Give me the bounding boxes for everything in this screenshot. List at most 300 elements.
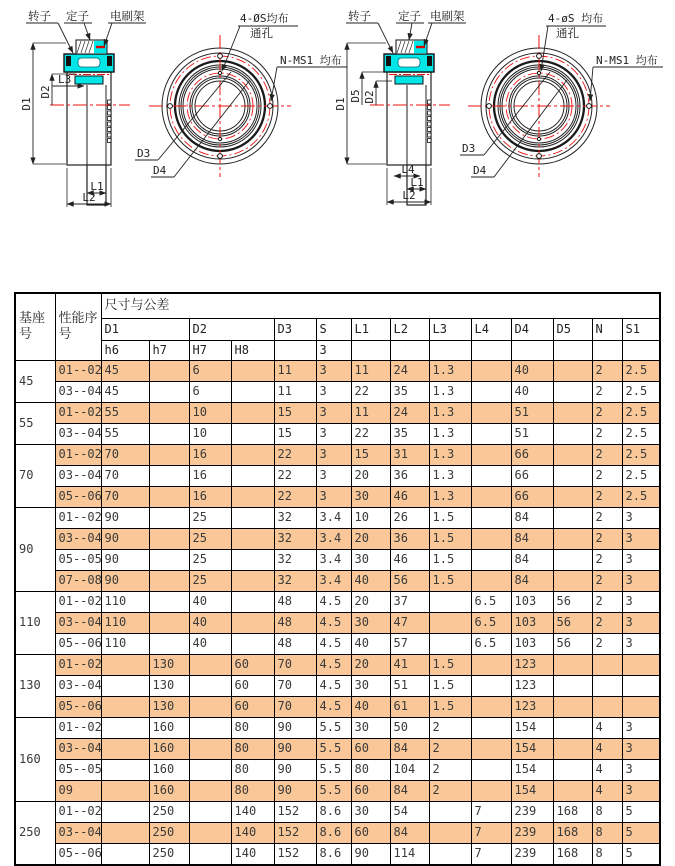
value-cell: 1.3: [429, 466, 471, 487]
dim-d5: D5: [349, 89, 362, 103]
table-row: [15, 487, 660, 508]
value-cell: 24: [390, 403, 429, 424]
value-cell: [189, 718, 231, 739]
value-cell: [231, 424, 274, 445]
dim-l1: L1: [90, 180, 104, 193]
value-cell: 3: [316, 466, 351, 487]
value-cell: 140: [231, 802, 274, 823]
value-cell: 11: [274, 382, 316, 403]
value-cell: 20: [351, 592, 390, 613]
value-cell: 3.4: [316, 571, 351, 592]
value-cell: 1.5: [429, 697, 471, 718]
value-cell: [553, 529, 592, 550]
value-cell: [622, 697, 660, 718]
value-cell: 168: [553, 823, 592, 844]
holes-label-line2: 通孔: [556, 26, 579, 40]
brush-holder-label: 电刷架: [110, 9, 145, 23]
table-body: [15, 361, 660, 866]
tol-s: 3: [316, 341, 351, 361]
serial-cell: 03--04: [55, 466, 101, 487]
value-cell: 32: [274, 529, 316, 550]
value-cell: 56: [553, 634, 592, 655]
d4-label: D4: [473, 164, 487, 177]
value-cell: 90: [101, 508, 149, 529]
value-cell: [471, 655, 511, 676]
serial-cell: 03--04: [55, 676, 101, 697]
dim-d1: D1: [20, 97, 33, 111]
value-cell: 46: [390, 550, 429, 571]
value-cell: [231, 634, 274, 655]
value-cell: 25: [189, 571, 231, 592]
value-cell: [101, 676, 149, 697]
value-cell: 32: [274, 550, 316, 571]
value-cell: [189, 844, 231, 866]
value-cell: [471, 403, 511, 424]
header-serial: 性能序号: [55, 293, 101, 361]
side-view-type2: [334, 9, 466, 205]
value-cell: 2: [592, 592, 622, 613]
value-cell: 15: [274, 403, 316, 424]
value-cell: [471, 781, 511, 802]
engineering-drawing: [0, 0, 675, 272]
serial-cell: 03--04: [55, 739, 101, 760]
value-cell: 84: [511, 529, 553, 550]
value-cell: [471, 550, 511, 571]
value-cell: [189, 802, 231, 823]
value-cell: [231, 466, 274, 487]
value-cell: 2: [429, 718, 471, 739]
serial-cell: 01--02: [55, 592, 101, 613]
value-cell: 103: [511, 613, 553, 634]
value-cell: 48: [274, 613, 316, 634]
value-cell: 40: [511, 361, 553, 382]
table-row: [15, 634, 660, 655]
value-cell: 22: [351, 382, 390, 403]
table-row: [15, 529, 660, 550]
value-cell: 22: [351, 424, 390, 445]
value-cell: [553, 571, 592, 592]
value-cell: [553, 718, 592, 739]
side-view-type1: [20, 9, 146, 207]
value-cell: 22: [274, 445, 316, 466]
value-cell: 3.4: [316, 508, 351, 529]
value-cell: [189, 676, 231, 697]
value-cell: 103: [511, 634, 553, 655]
value-cell: 4.5: [316, 613, 351, 634]
value-cell: [231, 508, 274, 529]
serial-cell: 03--04: [55, 823, 101, 844]
table-row: [15, 445, 660, 466]
value-cell: 2: [429, 760, 471, 781]
value-cell: [101, 781, 149, 802]
value-cell: 7: [471, 844, 511, 866]
value-cell: 61: [390, 697, 429, 718]
value-cell: [471, 382, 511, 403]
value-cell: 160: [149, 718, 189, 739]
holes-label-line2: 通孔: [250, 26, 273, 40]
value-cell: 2: [592, 424, 622, 445]
base-number-cell: 110: [15, 592, 55, 655]
value-cell: 56: [390, 571, 429, 592]
value-cell: 152: [274, 802, 316, 823]
value-cell: 40: [189, 592, 231, 613]
value-cell: 2: [592, 634, 622, 655]
table-row: [15, 655, 660, 676]
table-row: [15, 823, 660, 844]
value-cell: [553, 655, 592, 676]
serial-cell: 05--06: [55, 487, 101, 508]
value-cell: 1.3: [429, 424, 471, 445]
value-cell: 16: [189, 487, 231, 508]
holes-label-line1: 4-øS 均布: [548, 12, 604, 25]
value-cell: 8: [592, 802, 622, 823]
value-cell: [471, 445, 511, 466]
value-cell: 66: [511, 487, 553, 508]
value-cell: 40: [351, 697, 390, 718]
value-cell: 40: [511, 382, 553, 403]
serial-cell: 03--04: [55, 529, 101, 550]
value-cell: 41: [390, 655, 429, 676]
value-cell: [101, 655, 149, 676]
value-cell: [429, 802, 471, 823]
value-cell: [189, 760, 231, 781]
value-cell: 2: [592, 403, 622, 424]
value-cell: [149, 571, 189, 592]
value-cell: 3: [622, 613, 660, 634]
front-view-type1: [135, 11, 347, 177]
value-cell: 3: [622, 508, 660, 529]
value-cell: 84: [511, 550, 553, 571]
value-cell: 3: [622, 529, 660, 550]
value-cell: 250: [149, 823, 189, 844]
value-cell: [553, 550, 592, 571]
serial-cell: 03--04: [55, 382, 101, 403]
tol-blank: [471, 341, 511, 361]
value-cell: [553, 361, 592, 382]
table-row: [15, 739, 660, 760]
value-cell: 152: [274, 823, 316, 844]
value-cell: 16: [189, 466, 231, 487]
value-cell: 90: [351, 844, 390, 866]
value-cell: 80: [231, 760, 274, 781]
serial-cell: 05--06: [55, 634, 101, 655]
value-cell: 1.5: [429, 655, 471, 676]
value-cell: 36: [390, 466, 429, 487]
table-row: [15, 802, 660, 823]
value-cell: 25: [189, 529, 231, 550]
value-cell: 2: [592, 550, 622, 571]
header-l1: L1: [351, 319, 390, 341]
value-cell: 40: [189, 613, 231, 634]
value-cell: 154: [511, 760, 553, 781]
value-cell: 51: [511, 403, 553, 424]
value-cell: [471, 739, 511, 760]
header-n: N: [592, 319, 622, 341]
value-cell: 15: [274, 424, 316, 445]
value-cell: 80: [231, 718, 274, 739]
value-cell: [149, 466, 189, 487]
value-cell: 3: [622, 781, 660, 802]
value-cell: 50: [390, 718, 429, 739]
value-cell: 90: [101, 571, 149, 592]
dim-l1: L1: [410, 176, 424, 189]
value-cell: 7: [471, 823, 511, 844]
value-cell: 26: [390, 508, 429, 529]
header-s: S: [316, 319, 351, 341]
value-cell: 4: [592, 781, 622, 802]
value-cell: 5: [622, 844, 660, 866]
table-row: [15, 382, 660, 403]
serial-cell: 01--02: [55, 508, 101, 529]
value-cell: 2: [592, 382, 622, 403]
value-cell: 8.6: [316, 844, 351, 866]
value-cell: 55: [101, 403, 149, 424]
value-cell: 10: [189, 424, 231, 445]
table-row: [15, 781, 660, 802]
serial-cell: 01--02: [55, 361, 101, 382]
value-cell: 1.5: [429, 550, 471, 571]
value-cell: [189, 739, 231, 760]
stator-label: 定子: [398, 9, 421, 23]
value-cell: 160: [149, 760, 189, 781]
tol-blank: [553, 341, 592, 361]
tol-blank: [592, 341, 622, 361]
value-cell: 3: [316, 487, 351, 508]
value-cell: [471, 361, 511, 382]
serial-cell: 01--02: [55, 718, 101, 739]
value-cell: 140: [231, 823, 274, 844]
value-cell: [553, 424, 592, 445]
value-cell: [622, 676, 660, 697]
table-row: [15, 571, 660, 592]
value-cell: 130: [149, 697, 189, 718]
value-cell: 140: [231, 844, 274, 866]
value-cell: 4: [592, 718, 622, 739]
value-cell: 80: [351, 760, 390, 781]
value-cell: 45: [101, 361, 149, 382]
value-cell: 22: [274, 466, 316, 487]
tol-blank: [429, 341, 471, 361]
d3-label: D3: [137, 147, 151, 160]
value-cell: 1.3: [429, 445, 471, 466]
value-cell: [149, 529, 189, 550]
table-row: [15, 697, 660, 718]
value-cell: 2: [592, 613, 622, 634]
value-cell: 3: [622, 760, 660, 781]
base-number-cell: 45: [15, 361, 55, 403]
value-cell: 8.6: [316, 802, 351, 823]
value-cell: 11: [351, 361, 390, 382]
value-cell: [429, 613, 471, 634]
value-cell: 154: [511, 781, 553, 802]
value-cell: [149, 361, 189, 382]
value-cell: 2: [592, 445, 622, 466]
value-cell: 4.5: [316, 697, 351, 718]
value-cell: [553, 466, 592, 487]
value-cell: [471, 697, 511, 718]
value-cell: 2.5: [622, 424, 660, 445]
value-cell: 2: [592, 508, 622, 529]
value-cell: [149, 508, 189, 529]
value-cell: 239: [511, 802, 553, 823]
value-cell: 2.5: [622, 487, 660, 508]
table-row: [15, 466, 660, 487]
value-cell: 6.5: [471, 634, 511, 655]
brush-holder-label: 电刷架: [430, 9, 465, 23]
value-cell: 154: [511, 718, 553, 739]
header-d1: D1: [101, 319, 189, 341]
serial-cell: 01--02: [55, 802, 101, 823]
value-cell: [231, 382, 274, 403]
header-l2: L2: [390, 319, 429, 341]
value-cell: 90: [274, 718, 316, 739]
value-cell: 40: [189, 634, 231, 655]
value-cell: [101, 844, 149, 866]
value-cell: 160: [149, 739, 189, 760]
value-cell: 3: [622, 718, 660, 739]
d4-label: D4: [153, 164, 167, 177]
value-cell: 168: [553, 844, 592, 866]
value-cell: 60: [351, 739, 390, 760]
value-cell: [149, 424, 189, 445]
value-cell: [101, 823, 149, 844]
value-cell: 2: [592, 529, 622, 550]
value-cell: 20: [351, 529, 390, 550]
tol-blank: [390, 341, 429, 361]
base-number-cell: 55: [15, 403, 55, 445]
value-cell: [231, 529, 274, 550]
value-cell: 10: [351, 508, 390, 529]
base-number-cell: 160: [15, 718, 55, 802]
value-cell: 1.5: [429, 508, 471, 529]
value-cell: [189, 823, 231, 844]
tol-blank: [622, 341, 660, 361]
value-cell: [553, 382, 592, 403]
value-cell: 2: [592, 466, 622, 487]
value-cell: 37: [390, 592, 429, 613]
value-cell: 6: [189, 361, 231, 382]
thread-label: N-MS1 均布: [280, 54, 342, 67]
serial-cell: 05--05: [55, 550, 101, 571]
value-cell: 130: [149, 676, 189, 697]
value-cell: 90: [274, 760, 316, 781]
value-cell: 30: [351, 550, 390, 571]
stator-label: 定子: [66, 9, 89, 23]
value-cell: 250: [149, 844, 189, 866]
value-cell: 56: [553, 592, 592, 613]
value-cell: 54: [390, 802, 429, 823]
value-cell: 103: [511, 592, 553, 613]
value-cell: 40: [351, 571, 390, 592]
value-cell: [189, 655, 231, 676]
value-cell: [231, 403, 274, 424]
value-cell: 90: [101, 550, 149, 571]
value-cell: 2.5: [622, 466, 660, 487]
value-cell: 3: [622, 550, 660, 571]
value-cell: [622, 655, 660, 676]
value-cell: 1.5: [429, 571, 471, 592]
value-cell: 3: [622, 634, 660, 655]
tol-blank: [274, 341, 316, 361]
value-cell: [231, 592, 274, 613]
value-cell: 66: [511, 466, 553, 487]
value-cell: 2: [592, 361, 622, 382]
value-cell: 1.3: [429, 487, 471, 508]
value-cell: 70: [101, 487, 149, 508]
value-cell: [553, 487, 592, 508]
value-cell: 2: [429, 739, 471, 760]
table-row: [15, 403, 660, 424]
value-cell: [231, 571, 274, 592]
value-cell: 32: [274, 508, 316, 529]
value-cell: 3: [316, 403, 351, 424]
value-cell: [592, 676, 622, 697]
value-cell: 110: [101, 613, 149, 634]
value-cell: [553, 445, 592, 466]
tol-h7: h7: [149, 341, 189, 361]
value-cell: [553, 403, 592, 424]
header-dims-tolerances: 尺寸与公差: [101, 293, 660, 319]
d3-label: D3: [462, 142, 476, 155]
front-view-type2: [460, 11, 663, 177]
value-cell: 32: [274, 571, 316, 592]
value-cell: 40: [351, 634, 390, 655]
value-cell: [471, 529, 511, 550]
serial-cell: 03--04: [55, 613, 101, 634]
value-cell: [471, 487, 511, 508]
value-cell: 5: [622, 823, 660, 844]
value-cell: 5.5: [316, 760, 351, 781]
value-cell: 3: [622, 739, 660, 760]
value-cell: 8.6: [316, 823, 351, 844]
value-cell: 130: [149, 655, 189, 676]
value-cell: 48: [274, 592, 316, 613]
table-row: [15, 613, 660, 634]
value-cell: 84: [390, 739, 429, 760]
table-row: [15, 760, 660, 781]
value-cell: 48: [274, 634, 316, 655]
value-cell: 70: [274, 676, 316, 697]
value-cell: 60: [351, 781, 390, 802]
value-cell: [149, 613, 189, 634]
value-cell: [231, 487, 274, 508]
value-cell: [189, 697, 231, 718]
value-cell: 1.5: [429, 676, 471, 697]
value-cell: 6.5: [471, 592, 511, 613]
dimension-table: [14, 292, 661, 866]
dim-d2: D2: [363, 90, 376, 104]
value-cell: 11: [351, 403, 390, 424]
value-cell: 56: [553, 613, 592, 634]
value-cell: 2: [592, 487, 622, 508]
value-cell: 31: [390, 445, 429, 466]
value-cell: 70: [101, 466, 149, 487]
value-cell: 45: [101, 382, 149, 403]
value-cell: 16: [189, 445, 231, 466]
value-cell: 80: [231, 781, 274, 802]
table-row: [15, 592, 660, 613]
value-cell: [553, 781, 592, 802]
value-cell: [471, 508, 511, 529]
value-cell: [553, 508, 592, 529]
value-cell: 70: [101, 445, 149, 466]
value-cell: 60: [231, 697, 274, 718]
value-cell: [101, 802, 149, 823]
value-cell: 30: [351, 613, 390, 634]
tol-h6: h6: [101, 341, 149, 361]
value-cell: [101, 718, 149, 739]
value-cell: 123: [511, 697, 553, 718]
